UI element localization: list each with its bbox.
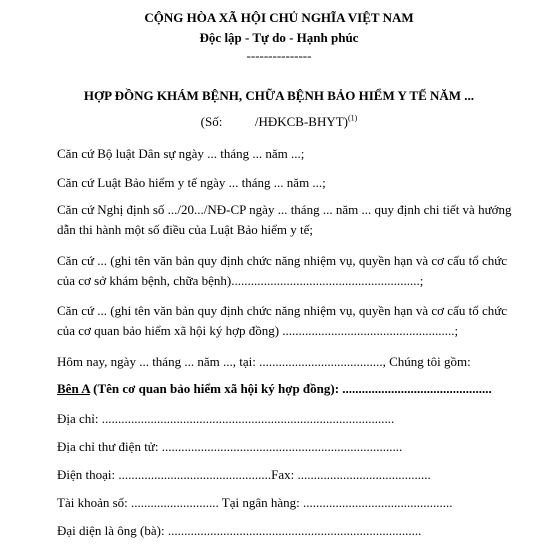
- party-a-name-field: (Tên cơ quan bảo hiểm xã hội ký hợp đồng): ..............................................: [89, 381, 492, 396]
- number-code: /HĐKCB-BHYT): [254, 114, 348, 129]
- basis-facility-line1: Căn cứ ... (ghi tên văn bản quy định chức năng nhiệm vụ, quyền hạn và cơ cấu tổ chức: [57, 253, 508, 268]
- footnote-mark: (1): [348, 113, 358, 123]
- nation-heading: CỘNG HÒA XÃ HỘI CHỦ NGHĨA VIỆT NAM: [144, 10, 414, 25]
- party-a-heading: [57, 381, 492, 397]
- basis-decree-line1: Căn cứ Nghị định số .../20.../NĐ-CP ngày ... tháng ... năm ... quy định chi tiết và hướng: [57, 202, 512, 217]
- meeting-statement: Hôm nay, ngày ... tháng ... năm ..., tại: ......................................, Chúng tôi gồm:: [57, 354, 471, 369]
- basis-insurance-law: Căn cứ Luật Bảo hiểm y tế ngày ... tháng ... năm ...;: [57, 175, 326, 190]
- basis-decree-line2: dẫn thi hành một số điều của Luật Bảo hiểm y tế;: [57, 222, 313, 237]
- basis-civil-code: Căn cứ Bộ luật Dân sự ngày ... tháng ... năm ...;: [57, 146, 305, 161]
- number-prefix: (Số:: [200, 114, 223, 129]
- contract-number: [0, 114, 558, 130]
- party-a-representative: Đại diện là ông (bà): ..............................................................................: [57, 523, 422, 538]
- motto: Độc lập - Tự do - Hạnh phúc: [199, 30, 359, 45]
- party-a-mail-address: Địa chỉ thư điện tử: ..........................................................................: [57, 439, 403, 454]
- header-divider: ---------------: [246, 48, 312, 63]
- party-a-label: Bên A: [57, 381, 90, 396]
- basis-agency-line1: Căn cứ ... (ghi tên văn bản quy định chức năng nhiệm vụ, quyền hạn và cơ cấu tổ chức: [57, 303, 508, 318]
- party-a-phone-fax: Điện thoại: ...............................................Fax: .........................................: [57, 467, 431, 482]
- party-a-account: Tài khoản số: ........................... Tại ngân hàng: ..............................................: [57, 495, 453, 510]
- basis-facility-line2: của cơ sở khám bệnh, chữa bệnh)..........................................................;: [57, 273, 424, 288]
- document-title: HỢP ĐỒNG KHÁM BỆNH, CHỮA BỆNH BẢO HIỂM Y TẾ NĂM ...: [83, 88, 475, 103]
- party-a-address: Địa chỉ: ..........................................................................................: [57, 411, 395, 426]
- basis-agency-line2: của cơ quan bảo hiểm xã hội ký hợp đồng) .....................................................;: [57, 323, 459, 338]
